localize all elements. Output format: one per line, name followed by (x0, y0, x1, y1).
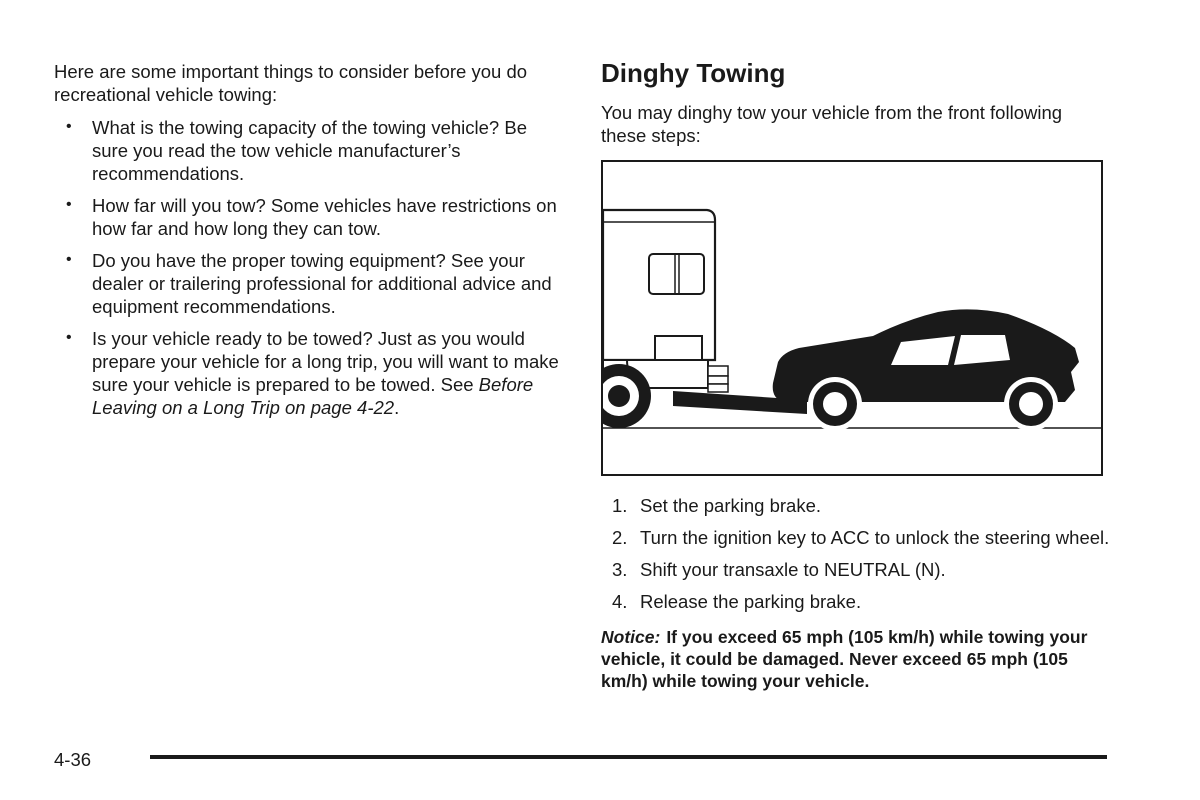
notice-paragraph (601, 626, 1111, 692)
step-number: 2. (612, 527, 628, 548)
list-item (601, 558, 1111, 581)
list-item (601, 590, 1111, 613)
list-item (54, 116, 564, 185)
towing-illustration-svg (603, 162, 1101, 474)
page-number: 4-36 (54, 749, 92, 770)
left-column (54, 60, 564, 428)
intro-paragraph: Here are some important things to consider before you do recreational vehicle towing: (54, 61, 528, 105)
towed-car-icon (773, 309, 1079, 431)
list-item (601, 526, 1111, 549)
step-text: Turn the ignition key to ACC to unlock the steering wheel. (640, 527, 1110, 548)
list-item (601, 494, 1111, 517)
footer-rule (150, 755, 1107, 759)
cross-reference-link[interactable]: Before Leaving on a Long Trip on page 4-22 (92, 374, 534, 418)
bullet-text: How far will you tow? Some vehicles have restrictions on how far and how long they can tow. (92, 195, 557, 239)
bullet-end-punctuation: . (394, 397, 400, 418)
considerations-list (54, 116, 564, 419)
bullet-text: Is your vehicle ready to be towed? Just as you would prepare your vehicle for a long trip, you will want to make sure your vehicle is prepared to be towed. See (92, 328, 559, 395)
bullet-text: Do you have the proper towing equipment? See your dealer or trailering professional for additional advice and equipment recommendations. (92, 250, 552, 317)
section-heading: Dinghy Towing (601, 58, 786, 88)
bullet-icon: • (66, 196, 72, 213)
bullet-icon: • (66, 118, 72, 135)
notice-text: If you exceed 65 mph (105 km/h) while towing your vehicle, it could be damaged. Never exceed 65 mph (105 km/h) while towing your vehicle. (601, 627, 1088, 691)
step-number: 3. (612, 559, 628, 580)
dinghy-towing-illustration (601, 160, 1103, 476)
right-column (601, 58, 1111, 692)
steps-list (601, 494, 1111, 613)
step-text: Release the parking brake. (640, 591, 862, 612)
notice-label: Notice: (601, 627, 661, 647)
list-item (54, 194, 564, 240)
bullet-icon: • (66, 251, 72, 268)
step-number: 4. (612, 591, 628, 612)
step-text: Set the parking brake. (640, 495, 821, 516)
list-item (54, 327, 564, 419)
lead-paragraph: You may dinghy tow your vehicle from the front following these steps: (601, 102, 1063, 146)
bullet-text: What is the towing capacity of the towing vehicle? Be sure you read the tow vehicle manufacturer’s recommendations. (92, 117, 527, 184)
list-item (54, 249, 564, 318)
step-number: 1. (612, 495, 628, 516)
bullet-icon: • (66, 329, 72, 346)
step-text: Shift your transaxle to NEUTRAL (N). (640, 559, 946, 580)
